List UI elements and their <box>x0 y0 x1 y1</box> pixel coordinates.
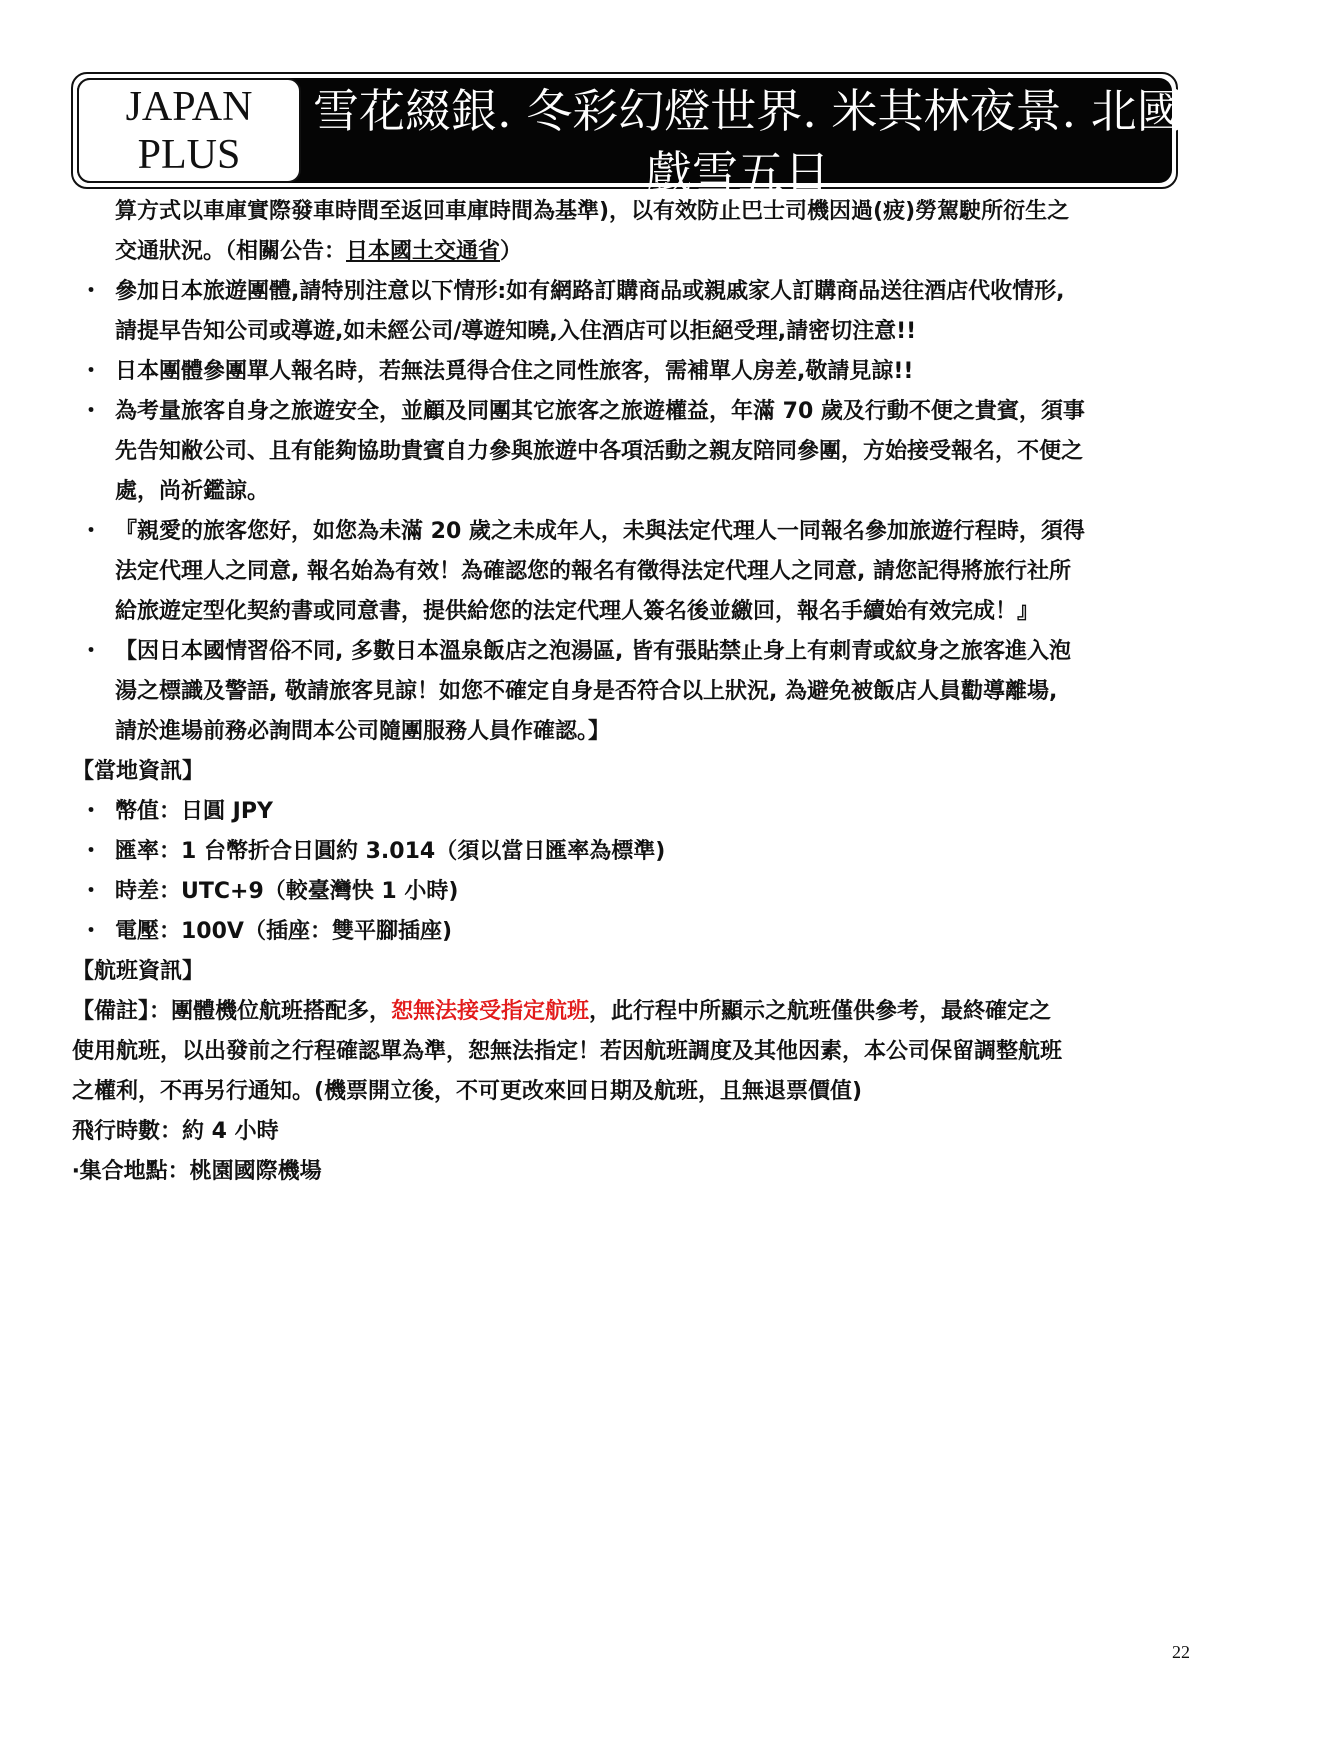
list-item <box>72 832 1192 872</box>
text-line: 【備註】：團體機位航班搭配多， <box>72 999 392 1024</box>
text-line: 請提早告知公司或導遊,如未經公司/導遊知曉,入住酒店可以拒絕受理,請密切注意!! <box>115 319 917 344</box>
list-item <box>72 792 1192 832</box>
bullet-dot: ・ <box>80 879 103 904</box>
text-line: 交通狀況。（相關公告： <box>115 239 347 264</box>
list-item <box>72 392 1192 512</box>
text-line: 『親愛的旅客您好，如您為未滿 20 歲之未成年人，未與法定代理人一同報名參加旅遊行程時，須得 <box>115 519 1085 544</box>
bullet-dot: ・ <box>80 839 103 864</box>
text-line: 請於進場前務必詢問本公司隨團服務人員作確認。】 <box>115 719 611 744</box>
logo-line-2: PLUS <box>137 131 241 178</box>
header-banner <box>71 72 1321 200</box>
bullet-dot: ・ <box>80 279 103 304</box>
mlit-announcement-link[interactable]: 日本國土交通省 <box>346 239 501 264</box>
flight-info-heading: 【航班資訊】 <box>72 959 205 984</box>
warning-text: 恕無法接受指定航班 <box>391 999 590 1024</box>
flight-hours: 飛行時數：約 4 小時 <box>72 1119 279 1144</box>
paragraph-continuation-2 <box>72 232 1192 272</box>
list-item <box>72 352 1192 392</box>
flight-note-line-2: 使用航班，以出發前之行程確認單為準，恕無法指定！若因航班調度及其他因素，本公司保留調整航班 <box>72 1039 1063 1064</box>
bullet-dot: ・ <box>80 799 103 824</box>
paragraph-continuation <box>72 192 1192 232</box>
flight-note <box>72 992 1192 1032</box>
text-line: 日本團體參團單人報名時，若無法覓得合住之同性旅客，需補單人房差,敬請見諒!! <box>115 359 914 384</box>
local-info-heading: 【當地資訊】 <box>72 759 205 784</box>
page-number: 22 <box>1172 1642 1190 1662</box>
logo-line-1: JAPAN <box>125 83 253 130</box>
text-line: 為考量旅客自身之旅遊安全，並顧及同團其它旅客之旅遊權益，年滿 70 歲及行動不便之貴賓，須事 <box>115 399 1085 424</box>
list-item <box>72 872 1192 912</box>
text-line: ） <box>500 239 523 264</box>
text-line: 【因日本國情習俗不同, 多數日本溫泉飯店之泡湯區, 皆有張貼禁止身上有刺青或紋身之旅客進入泡 <box>115 639 1072 664</box>
bullet-dot: ・ <box>80 919 103 944</box>
list-item <box>72 912 1192 952</box>
bullet-dot: ・ <box>80 399 103 424</box>
brand-logo <box>77 78 301 183</box>
voltage-info: 電壓：100V（插座：雙平腳插座) <box>115 919 453 944</box>
header-black-panel <box>77 78 1321 200</box>
bullet-dot: ・ <box>80 359 103 384</box>
flight-note-line-3: 之權利，不再另行通知。(機票開立後，不可更改來回日期及航班，且無退票價值) <box>72 1079 863 1104</box>
text-line: ，此行程中所顯示之航班僅供參考，最終確定之 <box>589 999 1052 1024</box>
list-item <box>72 272 1192 352</box>
list-item <box>72 512 1192 632</box>
time-difference-info: 時差：UTC+9（較臺灣快 1 小時) <box>115 879 459 904</box>
exchange-rate-info: 匯率：1 台幣折合日圓約 3.014（須以當日匯率為標準) <box>115 839 666 864</box>
tour-title-line-1: 雪花綴銀. 冬彩幻燈世界. 米其林夜景. 北國三溫泉 <box>313 84 1321 138</box>
text-line: 處，尚祈鑑諒。 <box>115 479 270 504</box>
text-line: 湯之標識及警語, 敬請旅客見諒！如您不確定自身是否符合以上狀況, 為避免被飯店人員勸導離場, <box>115 679 1058 704</box>
meeting-point: ‧集合地點：桃園國際機場 <box>72 1159 322 1184</box>
currency-info: 幣值：日圓 JPY <box>115 799 273 824</box>
tour-title-line-2: 戲雪五日 <box>646 146 830 200</box>
list-item <box>72 632 1192 752</box>
text-line: 法定代理人之同意, 報名始為有效！為確認您的報名有徵得法定代理人之同意, 請您記得將旅行社所 <box>115 559 1072 584</box>
text-line: 給旅遊定型化契約書或同意書，提供給您的法定代理人簽名後並繳回，報名手續始有效完成！』 <box>115 599 1040 624</box>
text-line: 算方式以車庫實際發車時間至返回車庫時間為基準)，以有效防止巴士司機因過(疲)勞駕駛所衍生之 <box>115 199 1070 224</box>
bullet-dot: ・ <box>80 639 103 664</box>
document-body <box>72 192 1192 1192</box>
text-line: 先告知敝公司、且有能夠協助貴賓自力參與旅遊中各項活動之親友陪同參團，方始接受報名，不便之 <box>115 439 1084 464</box>
text-line: 參加日本旅遊團體,請特別注意以下情形:如有網路訂購商品或親戚家人訂購商品送往酒店代收情形, <box>115 279 1065 304</box>
bullet-dot: ・ <box>80 519 103 544</box>
